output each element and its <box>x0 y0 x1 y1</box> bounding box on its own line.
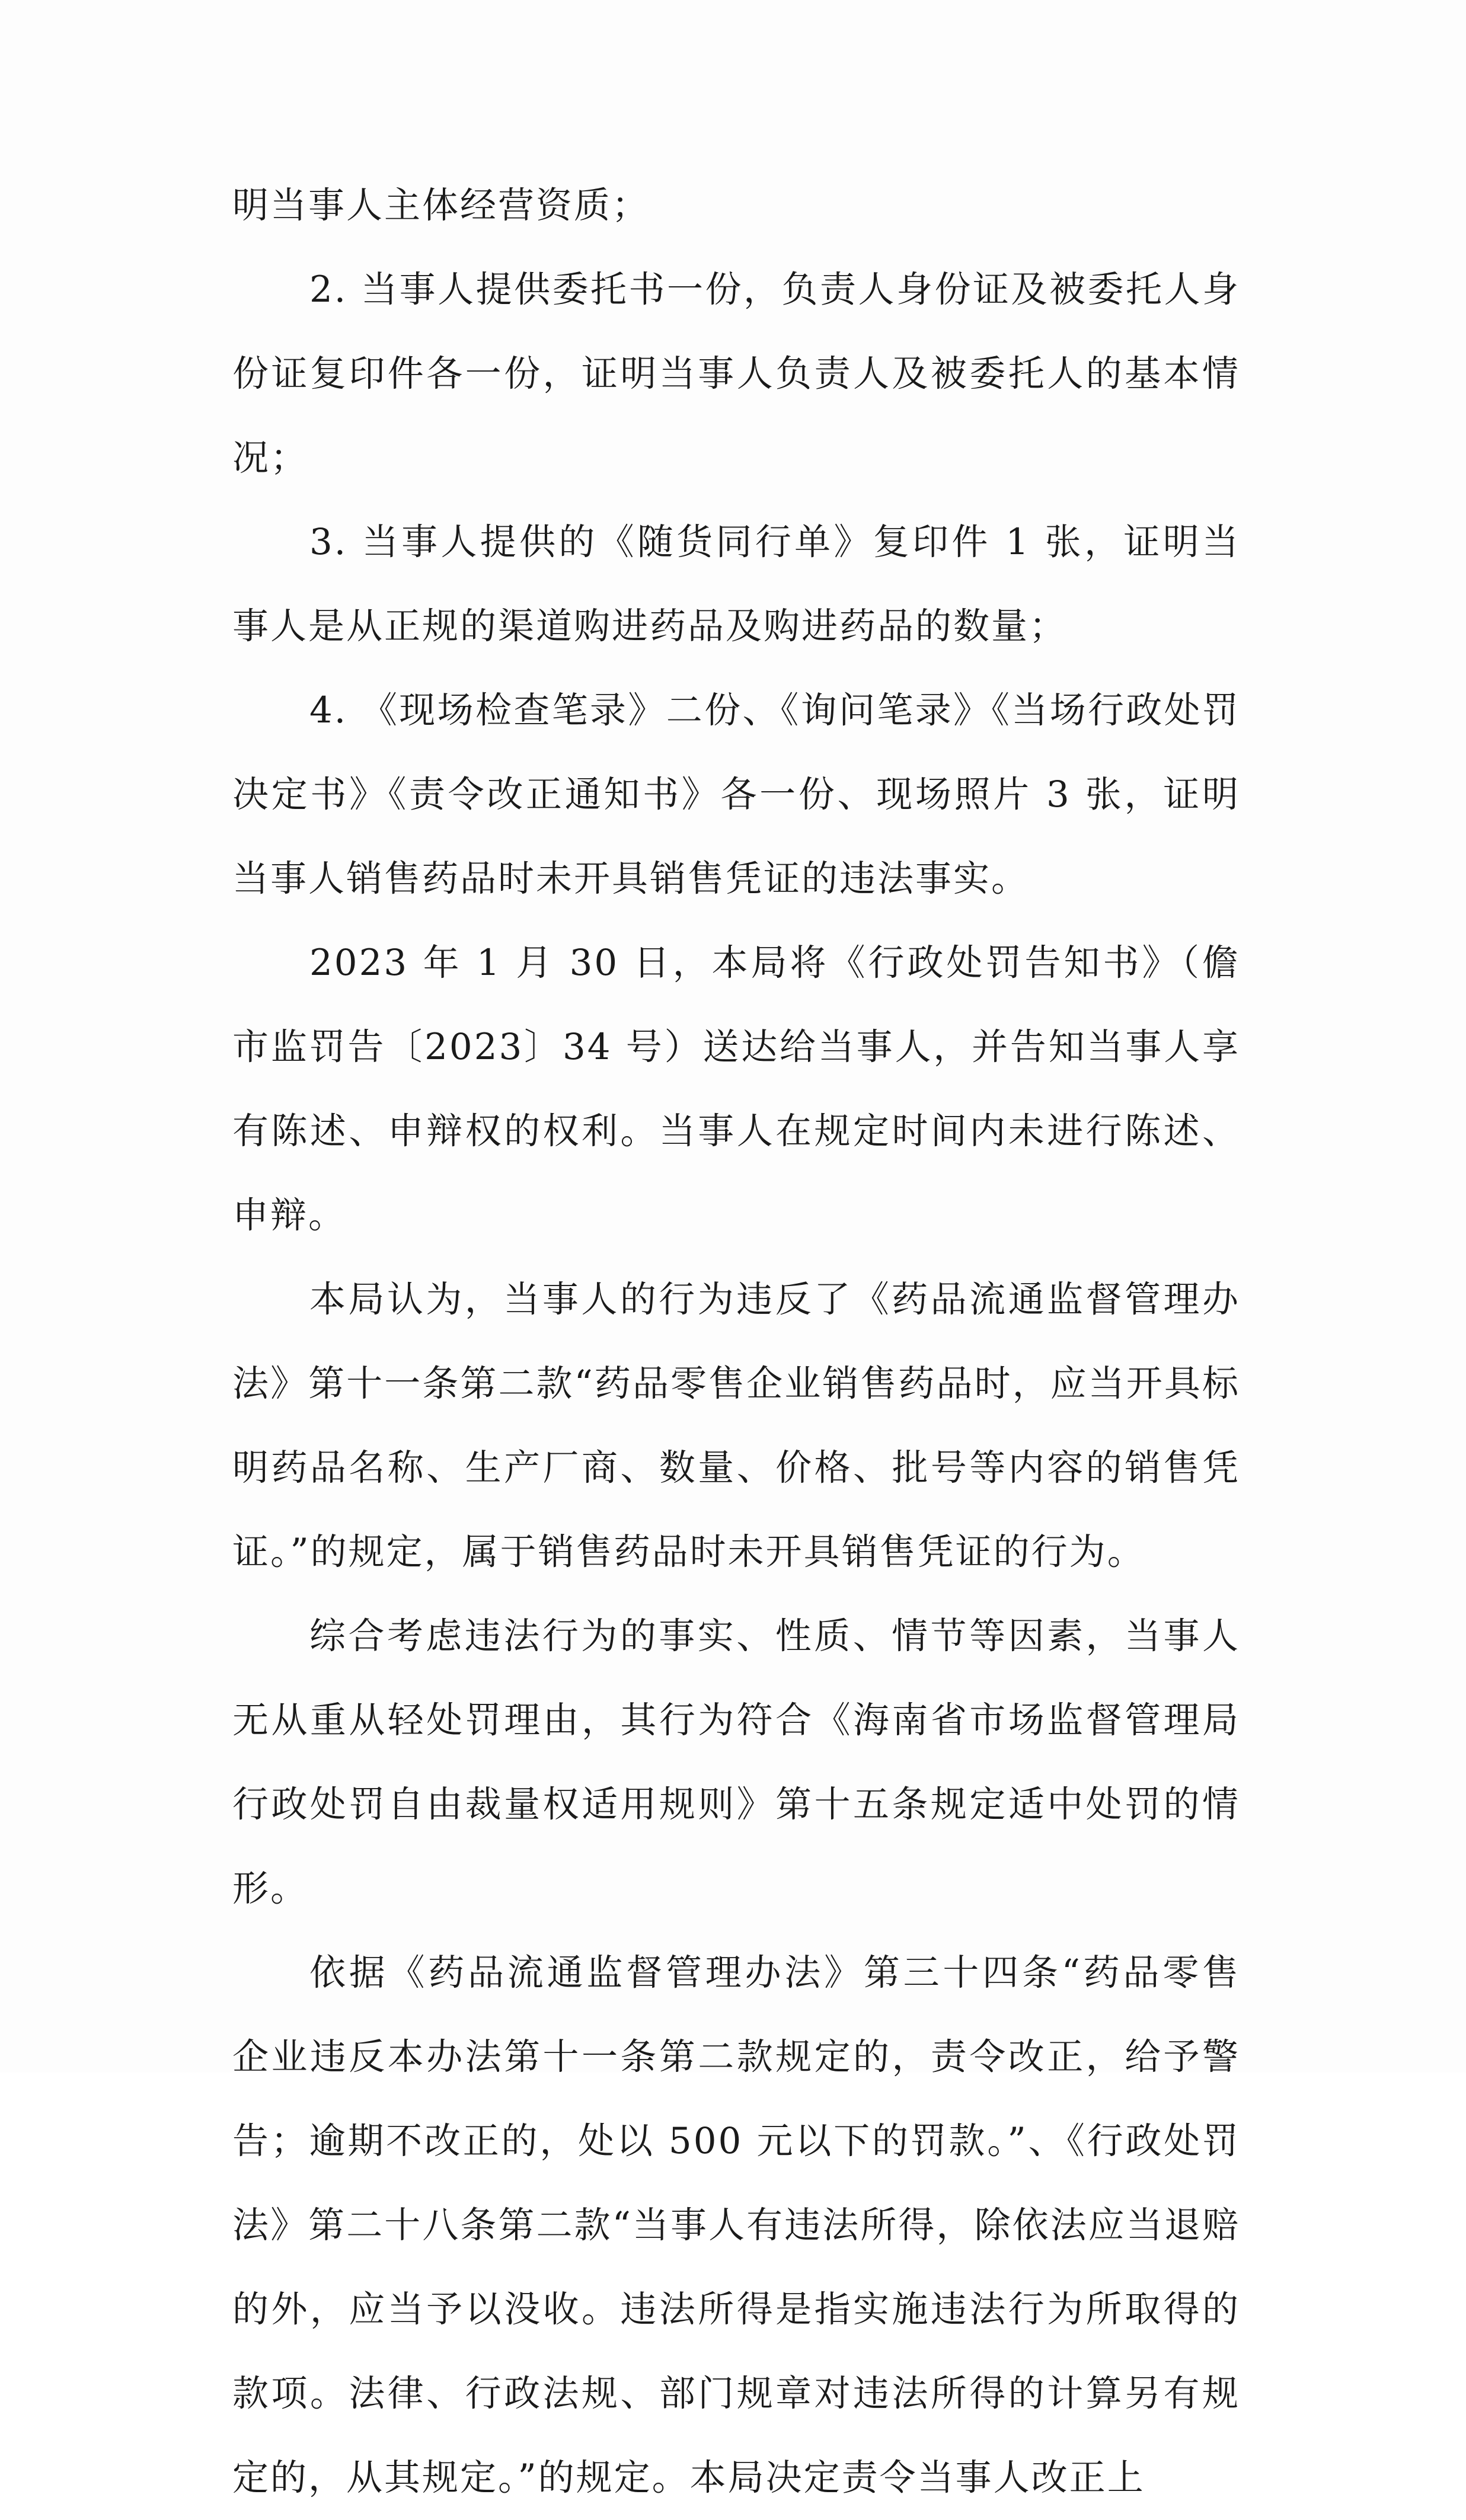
paragraph-evidence-4: 4. 《现场检查笔录》二份、《询问笔录》《当场行政处罚决定书》《责令改正通知书》各一份、现场照片 3 张，证明当事人销售药品时未开具销售凭证的违法事实。 <box>232 689 1240 900</box>
paragraph-legal-basis: 依据《药品流通监督管理办法》第三十四条“药品零售企业违反本办法第十一条第二款规定的，责令改正，给予警告；逾期不改正的，处以 500 元以下的罚款。”、《行政处罚法》第二十八条第二款“当事人有违法所得，除依法应当退赔的外，应当予以没收。违法所得是指实施违法行为所取得的款项。法律、行政法规、部门规章对违法所得的计算另有规定的，从其规定。”的规定。本局决定责令当事人改正上 <box>232 1952 1240 2499</box>
document-body <box>232 164 1240 2520</box>
paragraph-violation-finding: 本局认为，当事人的行为违反了《药品流通监督管理办法》第十一条第二款“药品零售企业销售药品时，应当开具标明药品名称、生产厂商、数量、价格、批号等内容的销售凭证。”的规定，属于销售药品时未开具销售凭证的行为。 <box>232 1278 1240 1573</box>
paragraph-qualification-end: 明当事人主体经营资质； <box>232 184 650 226</box>
paragraph-evidence-3: 3. 当事人提供的《随货同行单》复印件 1 张，证明当事人是从正规的渠道购进药品及购进药品的数量； <box>232 521 1240 647</box>
paragraph-evidence-2: 2. 当事人提供委托书一份，负责人身份证及被委托人身份证复印件各一份，证明当事人负责人及被委托人的基本情况； <box>232 268 1240 479</box>
paragraph-notice-delivery: 2023 年 1 月 30 日，本局将《行政处罚告知书》（儋市监罚告〔2023〕34 号）送达给当事人，并告知当事人享有陈述、申辩权的权利。当事人在规定时间内未进行陈述、申辩。 <box>232 942 1240 1236</box>
paragraph-discretion: 综合考虑违法行为的事实、性质、情节等因素，当事人无从重从轻处罚理由，其行为符合《海南省市场监督管理局行政处罚自由裁量权适用规则》第十五条规定适中处罚的情形。 <box>232 1615 1240 1910</box>
